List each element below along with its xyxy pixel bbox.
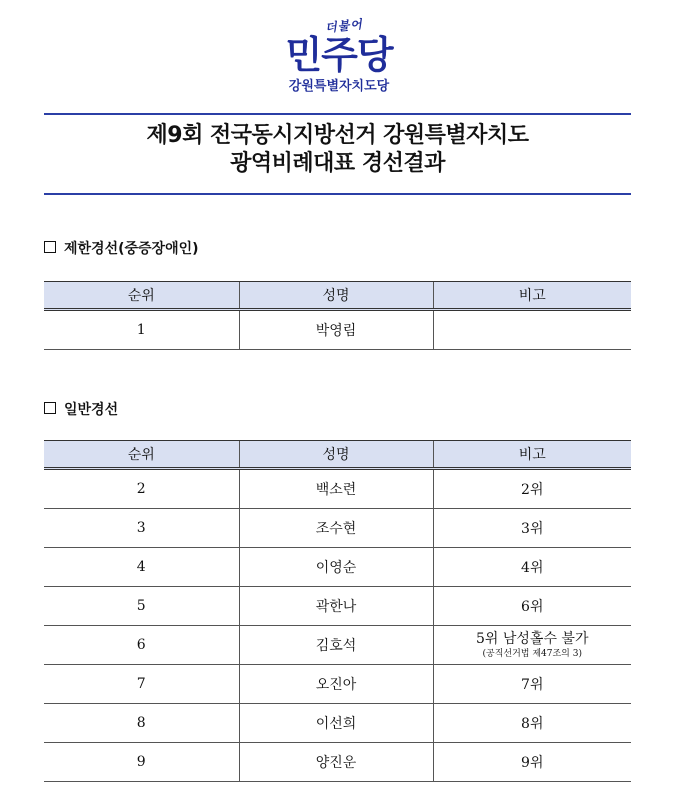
name-cell: 양진운: [239, 743, 433, 782]
rank-cell: 3: [44, 509, 239, 548]
name-cell: 김호석: [239, 626, 433, 665]
name-cell: 조수현: [239, 509, 433, 548]
column-header-rank: 순위: [44, 282, 239, 310]
name-cell: 이선희: [239, 704, 433, 743]
rank-cell: 1: [44, 310, 239, 350]
column-header-name: 성명: [239, 282, 433, 310]
column-header-note: 비고: [433, 441, 631, 469]
note-cell: 4위: [433, 548, 631, 587]
name-cell: 오진아: [239, 665, 433, 704]
note-cell: 7위: [433, 665, 631, 704]
note-cell: 3위: [433, 509, 631, 548]
title-bottom-rule: [44, 193, 631, 195]
logo-small-text: 더불어: [324, 17, 364, 35]
title-line-2: 광역비례대표 경선결과: [230, 151, 445, 176]
rank-cell: 4: [44, 548, 239, 587]
column-header-name: 성명: [239, 441, 433, 469]
note-cell: 8위: [433, 704, 631, 743]
column-header-note: 비고: [433, 282, 631, 310]
title-top-rule: [44, 113, 631, 115]
table-row: [44, 665, 631, 704]
rank-cell: 7: [44, 665, 239, 704]
party-logo: [0, 18, 678, 96]
title-line-1: 제9회 전국동시지방선거 강원특별자치도: [146, 123, 529, 148]
rank-cell: 5: [44, 587, 239, 626]
name-cell: 백소련: [239, 469, 433, 509]
table-row: [44, 626, 631, 665]
restricted-result-table: [44, 281, 631, 350]
page-title: [44, 122, 631, 178]
rank-cell: 6: [44, 626, 239, 665]
note-cell: [433, 310, 631, 350]
name-cell: 이영순: [239, 548, 433, 587]
table-row: [44, 704, 631, 743]
note-main-text: 5위 남성홀수 불가: [476, 630, 589, 647]
general-result-table: [44, 440, 631, 782]
note-cell: 9위: [433, 743, 631, 782]
table-row: [44, 548, 631, 587]
checkbox-square-icon: [44, 402, 56, 414]
logo-sub-text: 강원특별자치도당: [288, 79, 390, 94]
note-cell: 2위: [433, 469, 631, 509]
note-cell: [433, 626, 631, 665]
name-cell: 박영림: [239, 310, 433, 350]
table-row: [44, 310, 631, 350]
table-row: [44, 587, 631, 626]
table-header-row: [44, 441, 631, 469]
checkbox-square-icon: [44, 241, 56, 253]
section-restricted-heading: [44, 240, 199, 258]
rank-cell: 8: [44, 704, 239, 743]
section-restricted-label: 제한경선(중증장애인): [64, 241, 199, 257]
note-law-reference: (공직선거법 제47조의 3): [482, 648, 582, 659]
logo-main-text: 민주당: [285, 33, 393, 77]
name-cell: 곽한나: [239, 587, 433, 626]
table-header-row: [44, 282, 631, 310]
table-row: [44, 743, 631, 782]
table-row: [44, 469, 631, 509]
table-row: [44, 509, 631, 548]
rank-cell: 9: [44, 743, 239, 782]
rank-cell: 2: [44, 469, 239, 509]
note-cell: 6위: [433, 587, 631, 626]
column-header-rank: 순위: [44, 441, 239, 469]
section-general-label: 일반경선: [64, 402, 119, 418]
section-general-heading: [44, 401, 118, 419]
